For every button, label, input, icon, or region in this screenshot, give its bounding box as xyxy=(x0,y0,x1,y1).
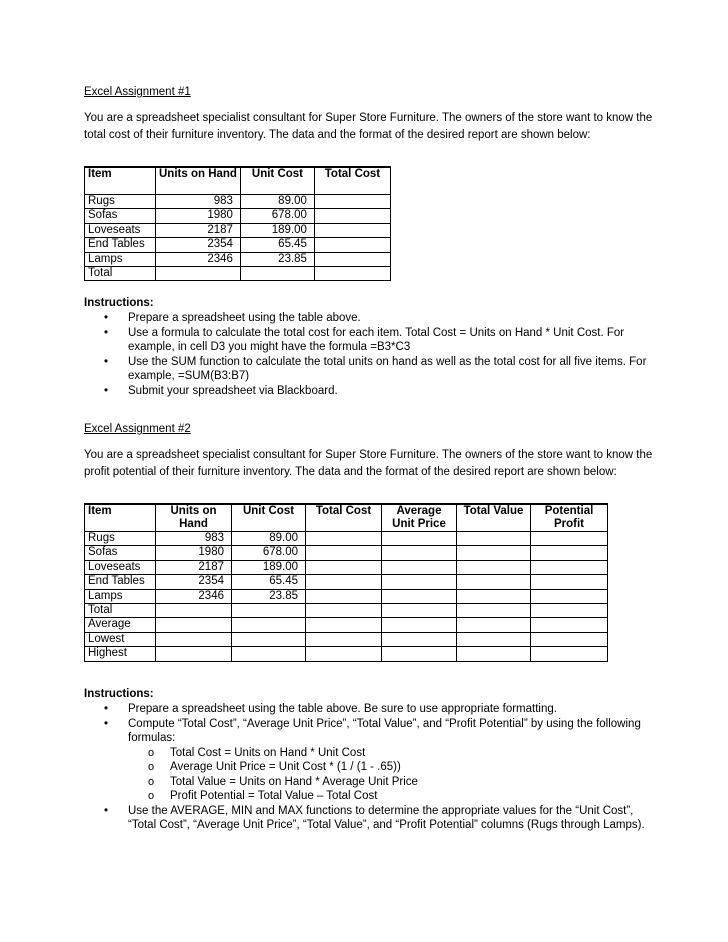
table-cell xyxy=(314,223,390,237)
formula-text: Total Value = Units on Hand * Average Unit Price xyxy=(170,775,418,788)
table-cell xyxy=(382,560,457,574)
row-label-cell: Total xyxy=(85,604,156,618)
bullet-icon: • xyxy=(104,804,109,817)
table-cell xyxy=(457,647,531,661)
table-cell xyxy=(306,647,382,661)
row-label-cell: Loveseats xyxy=(85,223,156,237)
table-cell xyxy=(306,604,382,618)
formula-item xyxy=(128,775,654,790)
assignment-1-heading: Excel Assignment #1 xyxy=(84,86,191,98)
table-row xyxy=(85,195,391,209)
table-cell xyxy=(531,632,608,646)
table-cell xyxy=(156,632,232,646)
row-label-cell: Highest xyxy=(85,647,156,661)
formula-item xyxy=(128,746,654,761)
table-row xyxy=(85,604,608,618)
table-row xyxy=(85,267,391,281)
table-cell: 2187 xyxy=(156,560,232,574)
table-cell xyxy=(306,575,382,589)
table-cell xyxy=(382,647,457,661)
instruction-text: Prepare a spreadsheet using the table above. Be sure to use appropriate formatting. xyxy=(128,703,557,715)
table-cell xyxy=(382,589,457,603)
table-cell: 2346 xyxy=(156,589,232,603)
table-cell xyxy=(531,647,608,661)
table-cell xyxy=(314,252,390,266)
header-total-cost: Total Cost xyxy=(314,167,390,195)
row-label-cell: Lowest xyxy=(85,632,156,646)
header-potential-profit: Potential Profit xyxy=(531,504,608,532)
table-cell xyxy=(306,560,382,574)
formula-text: Profit Potential = Total Value – Total Cost xyxy=(170,790,378,802)
table-cell xyxy=(156,618,232,632)
formula-list xyxy=(128,746,654,804)
table-cell: 1980 xyxy=(156,546,232,560)
table-cell xyxy=(314,209,390,223)
circle-bullet-icon: o xyxy=(148,790,155,802)
table-cell xyxy=(457,618,531,632)
table-cell xyxy=(457,560,531,574)
table-row xyxy=(85,618,608,632)
table-row xyxy=(85,632,608,646)
row-label-cell: Total xyxy=(85,267,156,281)
table-cell: 189.00 xyxy=(232,560,306,574)
header-total-value: Total Value xyxy=(457,504,531,532)
assignment-2-heading: Excel Assignment #2 xyxy=(84,423,191,435)
table-cell: 23.85 xyxy=(240,252,314,266)
instruction-text: Use the AVERAGE, MIN and MAX functions to determine the appropriate values for the “Unit Cost”, “Total Cost”, “Average Unit Price”, “Total Value”, and “Profit Potential” columns (Rugs through Lamps). xyxy=(128,804,645,831)
table-cell xyxy=(306,618,382,632)
assignment-1-instructions-title: Instructions: xyxy=(84,297,154,309)
table-cell: 23.85 xyxy=(232,589,306,603)
instruction-item xyxy=(84,311,654,326)
table-cell xyxy=(232,618,306,632)
instruction-item xyxy=(84,804,654,833)
formula-text: Average Unit Price = Unit Cost * (1 / (1 - .65)) xyxy=(170,761,401,773)
table-cell: 983 xyxy=(156,532,232,546)
table-cell xyxy=(382,546,457,560)
table-row xyxy=(85,560,608,574)
table-cell xyxy=(531,618,608,632)
table-row xyxy=(85,223,391,237)
bullet-icon: • xyxy=(104,384,109,397)
table-cell xyxy=(531,546,608,560)
table-cell xyxy=(382,632,457,646)
instruction-item xyxy=(84,384,654,399)
bullet-icon: • xyxy=(104,703,109,715)
row-label-cell: Rugs xyxy=(85,195,156,209)
table-cell xyxy=(156,267,241,281)
header-total-cost: Total Cost xyxy=(306,504,382,532)
table-cell xyxy=(457,546,531,560)
row-label-cell: Rugs xyxy=(85,532,156,546)
table-cell: 2354 xyxy=(156,238,241,252)
row-label-cell: Sofas xyxy=(85,209,156,223)
table-row xyxy=(85,209,391,223)
table-row xyxy=(85,238,391,252)
table-cell xyxy=(306,546,382,560)
table-row xyxy=(85,575,608,589)
circle-bullet-icon: o xyxy=(148,746,155,759)
table-cell: 2187 xyxy=(156,223,241,237)
table-cell: 89.00 xyxy=(240,195,314,209)
table-cell: 65.45 xyxy=(240,238,314,252)
table-cell: 678.00 xyxy=(240,209,314,223)
instruction-text: Prepare a spreadsheet using the table above. xyxy=(128,312,361,324)
header-units: Units on Hand xyxy=(156,504,232,532)
table-row xyxy=(85,546,608,560)
table-cell xyxy=(531,575,608,589)
table-cell xyxy=(382,618,457,632)
header-item: Item xyxy=(85,504,156,532)
row-label-cell: Lamps xyxy=(85,252,156,266)
table-cell xyxy=(457,589,531,603)
table-cell xyxy=(382,604,457,618)
table-cell xyxy=(457,632,531,646)
instruction-text: Submit your spreadsheet via Blackboard. xyxy=(128,384,338,397)
header-average-unit-price: Average Unit Price xyxy=(382,504,457,532)
instruction-item xyxy=(84,326,654,355)
formula-text: Total Cost = Units on Hand * Unit Cost xyxy=(170,746,366,759)
table-row xyxy=(85,589,608,603)
table-cell: 2346 xyxy=(156,252,241,266)
table-cell xyxy=(232,632,306,646)
bullet-icon: • xyxy=(104,355,109,368)
table-row xyxy=(85,647,608,661)
assignment-1-intro: You are a spreadsheet specialist consultant for Super Store Furniture. The owners of the store want to know the total cost of their furniture inventory. The data and the format of the desired report are shown below: xyxy=(84,112,653,141)
instruction-text: Use the SUM function to calculate the total units on hand as well as the total cost for all five items. For example, =SUM(B3:B7) xyxy=(128,355,647,382)
table-cell xyxy=(156,604,232,618)
row-label-cell: End Tables xyxy=(85,575,156,589)
table-cell xyxy=(306,589,382,603)
assignment-2-intro: You are a spreadsheet specialist consultant for Super Store Furniture. The owners of the store want to know the profit potential of their furniture inventory. The data and the format of the desired report are shown below: xyxy=(84,449,653,478)
table-cell xyxy=(232,604,306,618)
bullet-icon: • xyxy=(104,326,109,339)
row-label-cell: Loveseats xyxy=(85,560,156,574)
table-cell xyxy=(314,195,390,209)
table-row xyxy=(85,532,608,546)
table-cell xyxy=(314,267,390,281)
table-cell xyxy=(306,632,382,646)
row-label-cell: Lamps xyxy=(85,589,156,603)
circle-bullet-icon: o xyxy=(148,775,155,788)
table-cell: 65.45 xyxy=(232,575,306,589)
table-cell: 2354 xyxy=(156,575,232,589)
assignment-2-instructions-title: Instructions: xyxy=(84,688,154,700)
instruction-text: Compute “Total Cost”, “Average Unit Price”, “Total Value”, and “Profit Potential” by using the following formulas: xyxy=(128,717,641,744)
circle-bullet-icon: o xyxy=(148,761,155,773)
inventory-table-1 xyxy=(84,166,391,281)
table-cell: 678.00 xyxy=(232,546,306,560)
table-cell xyxy=(531,532,608,546)
table-cell xyxy=(531,560,608,574)
table-cell: 89.00 xyxy=(232,532,306,546)
formula-item xyxy=(128,789,654,804)
table-cell xyxy=(306,532,382,546)
table-cell: 189.00 xyxy=(240,223,314,237)
table-cell xyxy=(382,575,457,589)
inventory-table-2 xyxy=(84,503,608,662)
table-cell xyxy=(531,589,608,603)
instruction-item xyxy=(84,702,654,717)
table-cell xyxy=(232,647,306,661)
bullet-icon: • xyxy=(104,312,109,324)
table-cell xyxy=(240,267,314,281)
table-cell xyxy=(457,604,531,618)
table-cell xyxy=(382,532,457,546)
table-cell xyxy=(314,238,390,252)
formula-item xyxy=(128,760,654,775)
table-header-row xyxy=(85,504,608,532)
row-label-cell: Average xyxy=(85,618,156,632)
table-cell: 1980 xyxy=(156,209,241,223)
header-unit-cost: Unit Cost xyxy=(240,167,314,195)
instruction-text: Use a formula to calculate the total cost for each item. Total Cost = Units on Hand * Unit Cost. For example, in cell D3 you might have the formula =B3*C3 xyxy=(128,326,625,353)
table-cell xyxy=(156,647,232,661)
table-cell xyxy=(457,575,531,589)
table-header-row xyxy=(85,167,391,195)
row-label-cell: Sofas xyxy=(85,546,156,560)
table-cell xyxy=(531,604,608,618)
table-cell: 983 xyxy=(156,195,241,209)
assignment-2-instructions xyxy=(84,702,654,833)
header-item: Item xyxy=(85,167,156,195)
table-cell xyxy=(457,532,531,546)
header-units: Units on Hand xyxy=(156,167,241,195)
instruction-item xyxy=(84,717,654,804)
header-unit-cost: Unit Cost xyxy=(232,504,306,532)
instruction-item xyxy=(84,355,654,384)
row-label-cell: End Tables xyxy=(85,238,156,252)
bullet-icon: • xyxy=(104,717,109,730)
table-row xyxy=(85,252,391,266)
assignment-1-instructions xyxy=(84,311,654,398)
